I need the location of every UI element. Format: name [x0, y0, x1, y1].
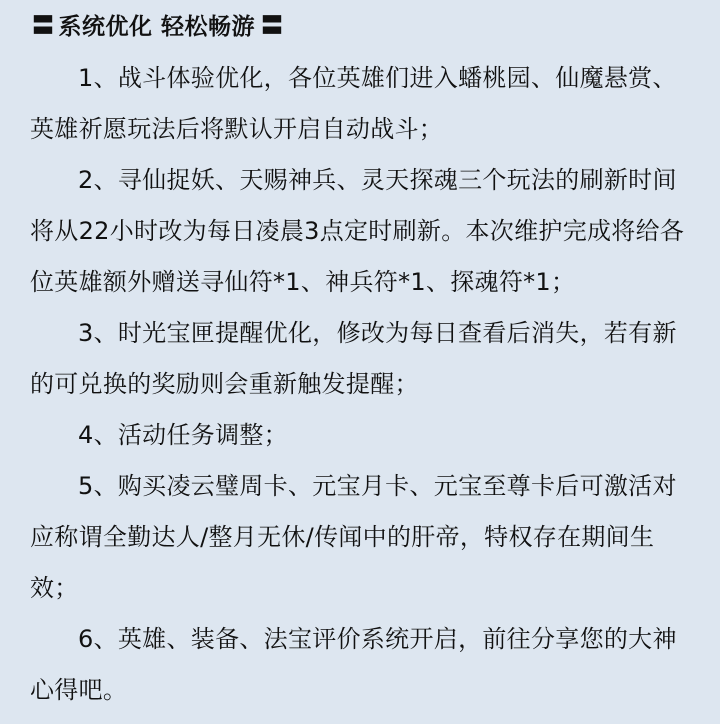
section-heading	[32, 6, 690, 42]
paragraph-5: 5、购买凌云璧周卡、元宝月卡、元宝至尊卡后可激活对应称谓全勤达人/整月无休/传闻中的肝帝，特权存在期间生效；	[30, 472, 677, 602]
heading-text: 系统优化 轻松畅游	[58, 13, 256, 40]
paragraph-3: 3、时光宝匣提醒优化，修改为每日查看后消失，若有新的可兑换的奖励则会重新触发提醒；	[30, 319, 677, 398]
heading-right-mark: 〓	[261, 13, 284, 39]
heading-left-mark: 〓	[32, 13, 55, 39]
paragraph-6: 6、英雄、装备、法宝评价系统开启，前往分享您的大神心得吧。	[30, 625, 677, 704]
paragraph-1: 1、战斗体验优化，各位英雄们进入蟠桃园、仙魔悬赏、英雄祈愿玩法后将默认开启自动战斗；	[30, 64, 677, 143]
paragraph-2: 2、寻仙捉妖、天赐神兵、灵天探魂三个玩法的刷新时间将从22小时改为每日凌晨3点定时刷新。本次维护完成将给各位英雄额外赠送寻仙符*1、神兵符*1、探魂符*1；	[30, 166, 685, 296]
paragraph-4: 4、活动任务调整；	[78, 421, 288, 449]
